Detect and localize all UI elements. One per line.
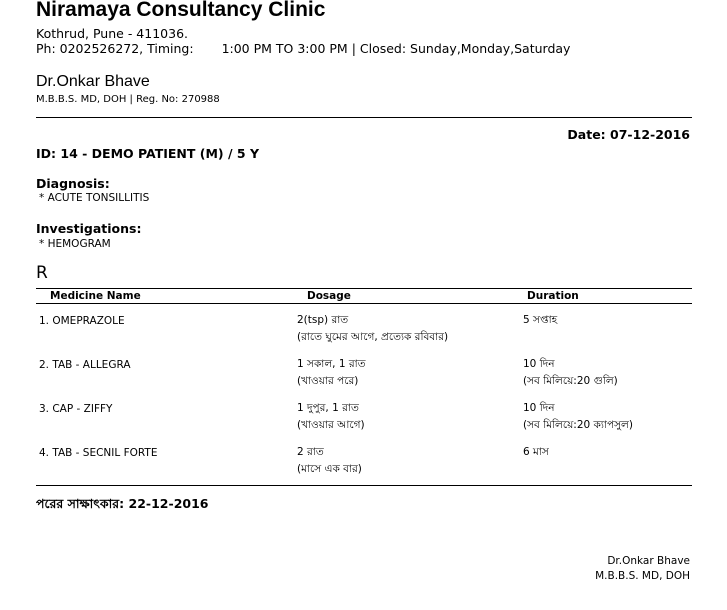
patient-info: ID: 14 - DEMO PATIENT (M) / 5 Y — [36, 146, 260, 161]
medicine-duration: 5 সপ্তাহ — [523, 314, 558, 326]
medicine-duration: 10 দিন — [523, 358, 555, 370]
investigations-title: Investigations: — [36, 221, 142, 236]
medicine-dose: 2 রাত — [297, 446, 324, 458]
medicine-dose-note: (খাওয়ার পরে) — [297, 375, 359, 387]
header-divider — [36, 117, 692, 118]
table-top-rule — [36, 288, 692, 289]
medicine-name: 2. TAB - ALLEGRA — [39, 359, 131, 371]
signature-name: Dr.Onkar Bhave — [607, 555, 690, 567]
clinic-hours-closed: 1:00 PM TO 3:00 PM | Closed: Sunday,Monday,Saturday — [221, 41, 571, 56]
diagnosis-item: * ACUTE TONSILLITIS — [39, 192, 150, 204]
doctor-qualifications: M.B.B.S. MD, DOH | Reg. No: 270988 — [36, 94, 220, 105]
table-header-rule — [36, 303, 692, 304]
medicine-dose-note: (মাসে এক বার) — [297, 463, 362, 475]
table-bottom-rule — [36, 485, 692, 486]
signature-qualifications: M.B.B.S. MD, DOH — [595, 570, 690, 582]
clinic-phone-timing: Ph: 0202526272, Timing: — [36, 41, 194, 56]
medicine-name: 3. CAP - ZIFFY — [39, 403, 113, 415]
medicine-dose: 1 সকাল, 1 রাত — [297, 358, 366, 370]
medicine-duration: 6 মাস — [523, 446, 549, 458]
header-duration: Duration — [527, 290, 579, 302]
medicine-duration-note: (সব মিলিয়ে:20 গুলি) — [523, 375, 618, 387]
medicine-name: 4. TAB - SECNIL FORTE — [39, 447, 158, 459]
investigations-item: * HEMOGRAM — [39, 238, 111, 250]
medicine-dose-note: (খাওয়ার আগে) — [297, 419, 365, 431]
medicine-duration-note: (সব মিলিয়ে:20 ক্যাপসুল) — [523, 419, 633, 431]
clinic-name: Niramaya Consultancy Clinic — [36, 0, 326, 21]
clinic-contact-line — [36, 41, 570, 56]
medicine-duration: 10 দিন — [523, 402, 555, 414]
next-visit: পরের সাক্ষাৎকার: 22-12-2016 — [36, 496, 209, 511]
rx-symbol: R — [36, 263, 48, 283]
medicine-dose-note: (রাতে ঘুমের আগে, প্রত্যেক রবিবার) — [297, 331, 449, 343]
clinic-address: Kothrud, Pune - 411036. — [36, 26, 188, 41]
header-medicine-name: Medicine Name — [50, 290, 141, 302]
doctor-name: Dr.Onkar Bhave — [36, 73, 150, 90]
diagnosis-title: Diagnosis: — [36, 176, 110, 191]
header-dosage: Dosage — [307, 290, 351, 302]
medicine-name: 1. OMEPRAZOLE — [39, 315, 125, 327]
medicine-dose: 1 দুপুর, 1 রাত — [297, 402, 359, 414]
medicine-dose: 2(tsp) রাত — [297, 314, 349, 326]
prescription-date: Date: 07-12-2016 — [567, 127, 690, 142]
